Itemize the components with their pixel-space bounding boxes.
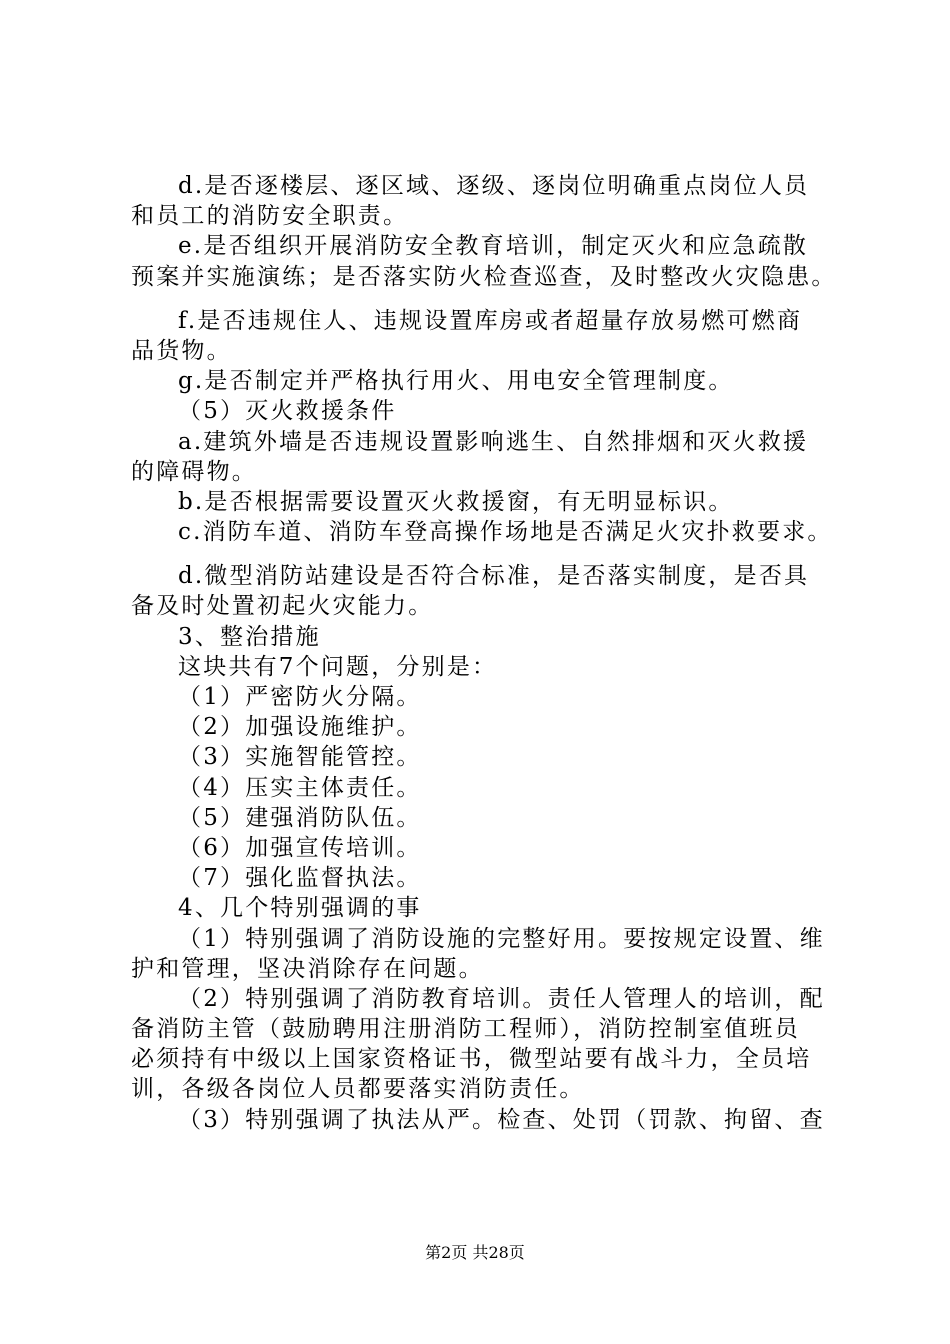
text-line: （5）建强消防队伍。 [178, 804, 422, 831]
text-line: （3）实施智能管控。 [178, 744, 422, 771]
text-line: 这块共有7个问题，分别是： [178, 653, 498, 680]
text-line: 预案并实施演练；是否落实防火检查巡查，及时整改火灾隐患。 [131, 263, 837, 290]
document-body [131, 171, 843, 1135]
text-line: （1）严密防火分隔。 [178, 684, 422, 710]
text-line: f.是否违规住人、违规设置库房或者超量存放易燃可燃商 [178, 307, 803, 334]
text-line: e.是否组织开展消防安全教育培训，制定灭火和应急疏散 [178, 233, 809, 260]
text-line: d.是否逐楼层、逐区域、逐级、逐岗位明确重点岗位人员 [178, 173, 810, 199]
text-line: 护和管理，坚决消除存在问题。 [131, 955, 484, 982]
text-line: 训，各级各岗位人员都要落实消防责任。 [131, 1076, 585, 1103]
text-line: 3、整治措施 [178, 623, 321, 650]
text-line: 备及时处置初起火灾能力。 [131, 593, 434, 620]
text-line: （2）加强设施维护。 [178, 714, 422, 741]
text-line: a.建筑外墙是否违规设置影响逃生、自然排烟和灭火救援 [178, 428, 809, 455]
text-line: （1）特别强调了消防设施的完整好用。要按规定设置、维 [178, 925, 825, 952]
text-line: （5）灭火救援条件 [178, 398, 397, 425]
text-line: 和员工的消防安全职责。 [131, 203, 409, 230]
page-footer: 第2页 共28页 [425, 1243, 525, 1262]
text-line: c.消防车道、消防车登高操作场地是否满足火灾扑救要求。 [178, 519, 833, 546]
text-line: （6）加强宣传培训。 [178, 834, 422, 861]
text-line: d.微型消防站建设是否符合标准，是否落实制度，是否具 [178, 563, 810, 590]
text-line: 备消防主管（鼓励聘用注册消防工程师），消防控制室值班员 [131, 1016, 800, 1043]
text-line: 必须持有中级以上国家资格证书，微型站要有战斗力，全员培 [131, 1046, 812, 1073]
text-line: b.是否根据需要设置灭火救援窗，有无明显标识。 [178, 488, 734, 515]
text-line: （4）压实主体责任。 [178, 774, 422, 801]
text-line: （7）强化监督执法。 [178, 865, 422, 892]
text-line: 品货物。 [131, 337, 232, 364]
text-line: （3）特别强调了执法从严。检查、处罚（罚款、拘留、查 [178, 1106, 825, 1133]
text-line: 的障碍物。 [131, 458, 257, 485]
text-line: （2）特别强调了消防教育培训。责任人管理人的培训，配 [178, 985, 825, 1012]
text-line: 4、几个特别强调的事 [178, 895, 422, 922]
text-line: g.是否制定并严格执行用火、用电安全管理制度。 [178, 368, 734, 395]
